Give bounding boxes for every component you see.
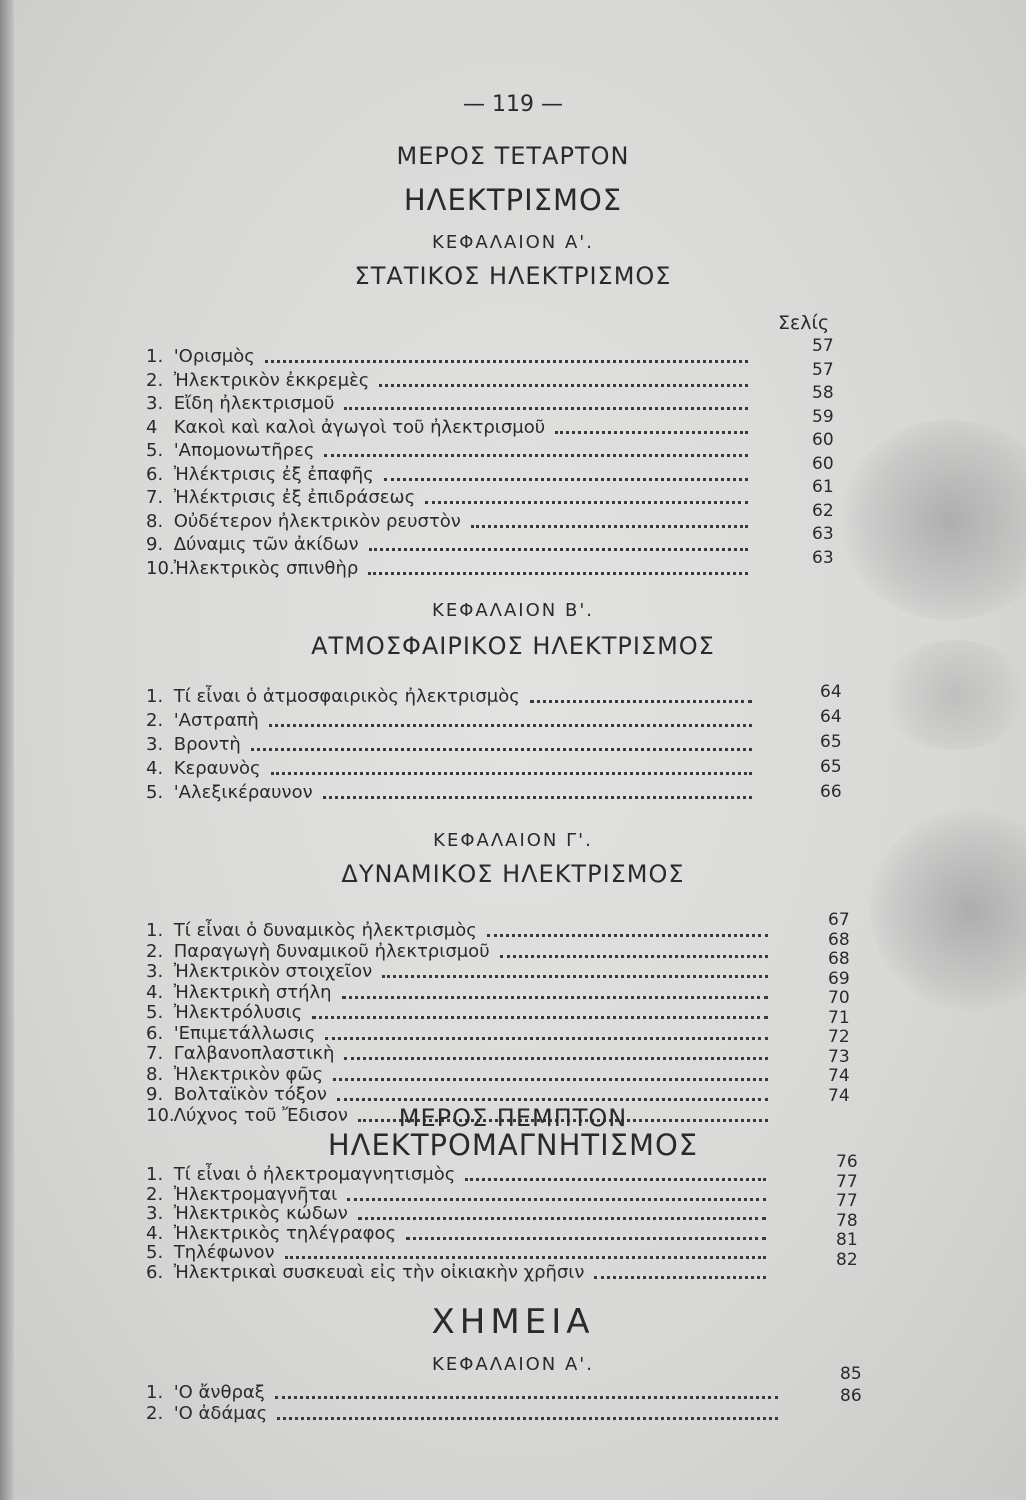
toc-entry: [146, 393, 334, 415]
chapter1-label: ΚΕΦΑΛΑΙΟΝ Α'.: [432, 232, 594, 253]
toc-entry: [146, 1262, 584, 1284]
dot-leader: [406, 1235, 766, 1240]
dot-leader: [369, 546, 748, 551]
entry-number: 7.: [146, 1043, 164, 1064]
entry-page-number: 81: [836, 1230, 858, 1250]
entry-title: Βολταϊκὸν τόξον: [168, 1084, 327, 1105]
dot-leader: [425, 499, 748, 504]
entry-title: Τί εἶναι ὁ ἠλεκτρομαγνητισμὸς: [168, 1164, 456, 1185]
entry-number: 1.: [146, 346, 164, 367]
entry-title: Ἠλεκτρικὸς κώδων: [168, 1203, 348, 1224]
entry-title: 'Ορισμὸς: [168, 346, 255, 367]
entry-title: Τηλέφωνον: [168, 1242, 275, 1263]
toc-entry: [146, 511, 461, 533]
part5-title: ΜΕΡΟΣ ΠΕΜΠΤΟΝ: [398, 1104, 628, 1132]
entry-page-number: 69: [828, 968, 850, 989]
entry-page-number: 57: [812, 336, 834, 356]
dot-leader: [555, 429, 748, 434]
entry-title: 'Αλεξικέραυνον: [168, 782, 313, 803]
dot-leader: [530, 698, 752, 703]
toc-entry: [146, 1043, 334, 1065]
dot-leader: [344, 1055, 768, 1060]
dot-leader: [324, 452, 748, 457]
entry-number: 4.: [146, 1222, 164, 1244]
entry-title: Ἠλεκτρικὸς σπινθὴρ: [168, 557, 359, 579]
chapter2-label: ΚΕΦΑΛΑΙΟΝ Β'.: [432, 600, 594, 621]
entry-page-number: 72: [828, 1027, 850, 1047]
toc-entry: [146, 534, 359, 556]
dot-leader: [323, 794, 752, 799]
entry-title: Τί εἶναι ὁ δυναμικὸς ἠλεκτρισμὸς: [168, 920, 477, 941]
entry-title: Ἠλέκτρισις ἐξ ἐπιδράσεως: [168, 487, 416, 508]
toc-entry: [146, 1002, 302, 1024]
entry-number: 2.: [146, 940, 164, 962]
dot-leader: [358, 1215, 766, 1220]
entry-number: 5.: [146, 440, 164, 461]
dot-leader: [384, 476, 748, 481]
entry-number: 3.: [146, 1203, 164, 1224]
entry-page-number: 68: [828, 949, 850, 969]
entry-title: Ἠλεκτρικὸν φῶς: [168, 1063, 324, 1085]
toc-entry: [146, 941, 490, 963]
entry-title: Εἴδη ἠλεκτρισμοῦ: [168, 393, 335, 414]
entry-number: 2.: [146, 1183, 164, 1205]
dot-leader: [368, 570, 748, 575]
entry-page-number: 64: [820, 707, 842, 727]
dot-leader: [312, 1014, 768, 1019]
entry-number: 3.: [146, 734, 164, 755]
dot-leader: [342, 994, 768, 999]
toc-entry: [146, 1084, 327, 1106]
chemistry-chapter-label: ΚΕΦΑΛΑΙΟΝ Α'.: [432, 1354, 594, 1375]
entry-page-number: 71: [828, 1007, 850, 1028]
chapter2-title: ΑΤΜΟΣΦΑΙΡΙΚΟΣ ΗΛΕΚΤΡΙΣΜΟΣ: [311, 632, 715, 660]
dot-leader: [465, 1176, 766, 1181]
entry-page-number: 58: [812, 383, 834, 403]
entry-number: 8.: [146, 510, 164, 532]
entry-page-number: 59: [812, 406, 834, 427]
dot-leader: [271, 770, 752, 775]
toc-entry: [146, 920, 477, 942]
entry-number: 7.: [146, 487, 164, 508]
entry-title: Κακοὶ καὶ καλοὶ ἀγωγοὶ τοῦ ἠλεκτρισμοῦ: [168, 416, 546, 438]
entry-title: Τί εἶναι ὁ ἀτμοσφαιρικὸς ἠλεκτρισμὸς: [168, 686, 520, 707]
dot-leader: [337, 1096, 768, 1101]
dot-leader: [265, 358, 748, 363]
dot-leader: [325, 1035, 768, 1040]
entry-number: 1.: [146, 1164, 164, 1185]
entry-title: Ἠλεκτρικαὶ συσκευαὶ εἰς τὴν οἰκιακὴν χρῆσιν: [168, 1261, 585, 1283]
dot-leader: [594, 1274, 766, 1279]
entry-number: 6.: [146, 463, 164, 485]
entry-title: Λύχνος τοῦ Ἔδισον: [168, 1104, 348, 1126]
entry-number: 9.: [146, 534, 164, 555]
toc-entry: [146, 982, 332, 1004]
toc-entry: [146, 1023, 315, 1045]
entry-page-number: 76: [836, 1152, 858, 1172]
dot-leader: [275, 1394, 778, 1399]
entry-title: Ἠλεκτρικὴ στήλη: [168, 981, 332, 1003]
entry-number: 10.: [146, 1104, 175, 1126]
entry-title: Δύναμις τῶν ἀκίδων: [168, 534, 359, 555]
entry-number: 5.: [146, 782, 164, 803]
entry-title: 'Απομονωτῆρες: [168, 440, 315, 461]
entry-number: 3.: [146, 393, 164, 414]
entry-page-number: 74: [828, 1066, 850, 1086]
dot-leader: [333, 1076, 768, 1081]
chapter1-title: ΣΤΑΤΙΚΟΣ ΗΛΕΚΤΡΙΣΜΟΣ: [354, 262, 672, 290]
dot-leader: [285, 1254, 766, 1259]
dot-leader: [487, 932, 768, 937]
entry-number: 5.: [146, 1002, 164, 1023]
entry-page-number: 77: [836, 1171, 858, 1192]
entry-page-number: 60: [812, 430, 834, 450]
entry-number: 6.: [146, 1022, 164, 1044]
entry-title: Οὐδέτερον ἠλεκτρικὸν ρευστὸν: [168, 510, 461, 532]
entry-title: Βροντὴ: [168, 734, 241, 755]
entry-number: 1.: [146, 920, 164, 941]
entry-title: 'Ο ἄνθραξ: [168, 1382, 265, 1403]
chapter3-label: ΚΕΦΑΛΑΙΟΝ Γ'.: [433, 830, 593, 851]
toc-entry: [146, 710, 259, 732]
toc-entry: [146, 782, 313, 804]
entry-page-number: 57: [812, 359, 834, 380]
dot-leader: [382, 973, 768, 978]
toc-entry: [146, 440, 314, 462]
entry-title: Ἠλεκτρικὸν ἐκκρεμὲς: [168, 369, 370, 391]
toc-entry: [146, 1064, 323, 1086]
entry-number: 4: [146, 416, 158, 438]
entry-page-number: 82: [836, 1249, 858, 1270]
stain-mark: [840, 420, 1026, 620]
entry-number: 5.: [146, 1242, 164, 1263]
entry-number: 1.: [146, 1382, 164, 1403]
entry-title: Ἠλεκτρομαγνῆται: [168, 1183, 338, 1205]
entry-number: 8.: [146, 1063, 164, 1085]
dot-leader: [471, 523, 748, 528]
toc-entry: [146, 686, 520, 708]
dot-leader: [269, 722, 752, 727]
entry-title: 'Επιμετάλλωσις: [168, 1022, 316, 1044]
toc-entry: [146, 346, 255, 368]
dot-leader: [344, 405, 748, 410]
dot-leader: [379, 382, 748, 387]
toc-entry: [146, 758, 261, 780]
entry-number: 4.: [146, 758, 164, 779]
entry-title: Ἠλέκτρισις ἐξ ἐπαφῆς: [168, 463, 374, 485]
entry-title: Παραγωγὴ δυναμικοῦ ἠλεκτρισμοῦ: [168, 940, 490, 962]
entry-number: 2.: [146, 369, 164, 391]
entry-number: 4.: [146, 981, 164, 1003]
entry-title: Γαλβανοπλαστικὴ: [168, 1043, 335, 1064]
entry-page-number: 61: [812, 477, 834, 497]
entry-page-number: 86: [840, 1386, 862, 1406]
entry-title: Ἠλεκτρικὸν στοιχεῖον: [168, 961, 373, 982]
entry-page-number: 70: [828, 988, 850, 1008]
entry-page-number: 67: [828, 910, 850, 930]
toc-entry: [146, 464, 374, 486]
entry-page-number: 60: [812, 453, 834, 474]
entry-number: 10.: [146, 557, 175, 579]
entry-title: Κεραυνὸς: [168, 758, 261, 779]
entry-title: Ἠλεκτρικὸς τηλέγραφος: [168, 1222, 397, 1244]
dot-leader: [500, 953, 768, 958]
entry-title: 'Ο ἀδάμας: [168, 1403, 268, 1424]
entry-page-number: 65: [820, 732, 842, 752]
page-binding-edge: [0, 0, 14, 1500]
entry-title: 'Αστραπὴ: [168, 710, 259, 731]
entry-page-number: 73: [828, 1046, 850, 1067]
entry-number: 9.: [146, 1084, 164, 1105]
column-header-page: Σελίς: [778, 312, 830, 334]
toc-entry: [146, 417, 545, 439]
part5-subject: ΗΛΕΚΤΡΟΜΑΓΝΗΤΙΣΜΟΣ: [327, 1128, 699, 1162]
part4-title: ΜΕΡΟΣ ΤΕΤΑΡΤΟΝ: [396, 142, 630, 170]
entry-number: 6.: [146, 1261, 164, 1283]
toc-entry: [146, 487, 415, 509]
entry-page-number: 65: [820, 757, 842, 777]
entry-page-number: 63: [812, 524, 834, 544]
toc-entry: [146, 558, 358, 580]
dot-leader: [251, 746, 752, 751]
entry-number: 2.: [146, 710, 164, 731]
chemistry-title: ΧΗΜΕΙΑ: [431, 1302, 595, 1342]
entry-title: Ἠλεκτρόλυσις: [168, 1002, 303, 1023]
dot-leader: [347, 1196, 766, 1201]
entry-page-number: 62: [812, 500, 834, 521]
toc-entry: [146, 961, 372, 983]
chapter3-title: ΔΥΝΑΜΙΚΟΣ ΗΛΕΚΤΡΙΣΜΟΣ: [341, 860, 685, 888]
entry-page-number: 77: [836, 1191, 858, 1211]
entry-page-number: 74: [828, 1085, 850, 1106]
page-number: — 119 —: [463, 92, 563, 117]
toc-entry: [146, 1382, 265, 1404]
entry-page-number: 68: [828, 929, 850, 950]
toc-entry: [146, 734, 241, 756]
entry-number: 1.: [146, 686, 164, 707]
entry-page-number: 63: [812, 547, 834, 568]
entry-page-number: 78: [836, 1210, 858, 1231]
entry-page-number: 66: [820, 782, 842, 802]
part4-subject: ΗΛΕΚΤΡΙΣΜΟΣ: [403, 183, 623, 217]
entry-number: 2.: [146, 1403, 164, 1424]
dot-leader: [277, 1415, 778, 1420]
entry-page-number: 85: [840, 1364, 862, 1384]
toc-entry: [146, 370, 369, 392]
entry-number: 3.: [146, 961, 164, 982]
entry-page-number: 64: [820, 682, 842, 702]
toc-entry: [146, 1403, 267, 1425]
